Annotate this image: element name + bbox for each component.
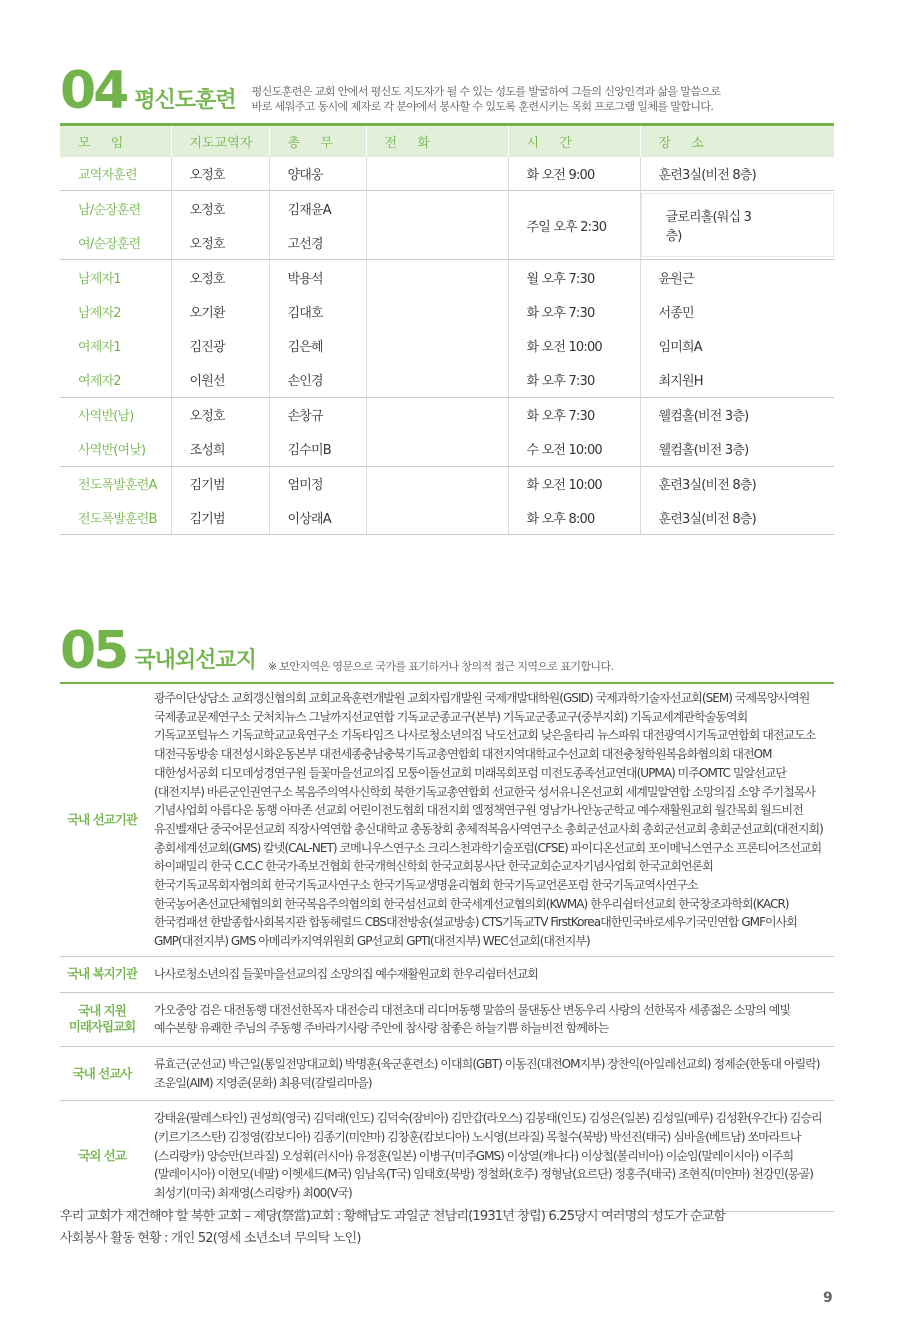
place-text: 글로리홀(워십 3층) <box>641 193 835 257</box>
header-time: 시 간 <box>508 125 640 157</box>
cell-leader: 오정호 <box>171 191 269 225</box>
cell-leader: 오정호 <box>171 397 269 431</box>
cell-manager: 김재윤A <box>269 191 366 225</box>
section-title: 평신도훈련 <box>134 88 236 113</box>
cell-time: 주일 오후 2:30 <box>508 191 640 260</box>
cell-leader: 오정호 <box>171 225 269 259</box>
desc-line-1: 평신도훈련은 교회 안에서 평신도 지도자가 될 수 있는 성도를 발굴하여 그들의 신앙인격과 삶을 말씀으로 <box>251 85 721 98</box>
cell-place: 최지원H <box>640 363 834 397</box>
cell-group: 여/순장훈련 <box>78 236 141 252</box>
table-row <box>60 500 834 534</box>
cell-manager: 고선경 <box>269 225 366 259</box>
cell-group: 전도폭발훈련A <box>60 466 171 500</box>
cell-time: 화 오전 10:00 <box>508 466 640 500</box>
row-label: 국내 선교사 <box>72 1065 132 1081</box>
cell-manager: 양대웅 <box>269 157 366 191</box>
cell-group: 여제자2 <box>78 374 121 390</box>
cell-phone <box>366 260 508 294</box>
cell-place: 웰컴홀(비전 3층) <box>640 397 834 431</box>
row-label: 국내 지원 미래자립교회 <box>68 1003 136 1035</box>
header-manager: 총 무 <box>269 125 366 157</box>
mission-row-welfare <box>60 957 834 993</box>
cell-time: 화 오후 7:30 <box>508 294 640 328</box>
row-text: 류효근(군선교) 박근일(통일전망대교회) 박명훈(육군훈련소) 이대희(GBT) 이동진(대전OM지부) 장찬익(아일레선교회) 정제순(한동대 아릴락) 조운일(AIM) 지영준(문화) 최용덕(갈릴리마을) <box>154 1056 820 1090</box>
cell-manager: 이상래A <box>269 500 366 534</box>
cell-phone <box>366 466 508 500</box>
cell-group: 여제자1 <box>78 340 121 356</box>
table-row <box>60 294 834 328</box>
header-leader: 지도교역자 <box>171 125 269 157</box>
cell-group: 교역자훈련 <box>78 167 137 183</box>
cell-manager: 손창규 <box>269 397 366 431</box>
header-group: 모 임 <box>60 125 171 157</box>
cell-manager: 김은혜 <box>269 328 366 362</box>
mission-row-domestic-orgs <box>60 684 834 957</box>
cell-place: 윤원근 <box>640 260 834 294</box>
section-04-header <box>60 61 721 121</box>
cell-leader: 김기범 <box>171 500 269 534</box>
cell-phone <box>366 328 508 362</box>
cell-time: 화 오전 10:00 <box>508 328 640 362</box>
cell-leader: 오정호 <box>171 157 269 191</box>
cell-group: 사역반(여낮) <box>78 443 146 459</box>
cell-group: 남제자2 <box>78 305 121 321</box>
mission-row-domestic-missionaries <box>60 1047 834 1101</box>
cell-phone <box>366 294 508 328</box>
footer-line-1: 우리 교회가 재건해야 할 북한 교회 – 제당(祭當)교회 : 황해남도 과일군 천남리(1931년 창립) 6.25당시 여러명의 성도가 순교함 <box>60 1209 726 1224</box>
mission-row-supported-churches <box>60 993 834 1047</box>
header-phone: 전 화 <box>366 125 508 157</box>
cell-manager: 박용석 <box>269 260 366 294</box>
cell-place: 서종민 <box>640 294 834 328</box>
table-row <box>60 363 834 397</box>
mission-row-overseas <box>60 1101 834 1212</box>
cell-time: 화 오후 7:30 <box>508 363 640 397</box>
row-text: 가오중앙 검은 대전동행 대전선한목자 대전승리 대전초대 리디머동행 말씀의 물댄동산 변동우리 사랑의 선한목자 세종젊은 소망의 예빛 예수본향 유쾌한 주님의 주동행 주바라기사랑 주안에 참사랑 참좋은 하늘기쁨 하늘비전 함께하는 <box>154 1002 791 1036</box>
cell-leader: 이원선 <box>171 363 269 397</box>
table-row <box>60 157 834 191</box>
table-row <box>60 328 834 362</box>
footer-notes <box>60 1206 725 1250</box>
page-number: 9 <box>823 1290 833 1306</box>
section-title: 국내외선교지 <box>134 648 256 673</box>
cell-group: 전도폭발훈련B <box>60 500 171 534</box>
section-number: 05 <box>60 621 127 681</box>
cell-time: 화 오후 8:00 <box>508 500 640 534</box>
cell-time: 수 오전 10:00 <box>508 432 640 466</box>
cell-leader: 조성희 <box>171 432 269 466</box>
cell-time: 월 오후 7:30 <box>508 260 640 294</box>
table-row <box>60 260 834 294</box>
table-row <box>60 397 834 431</box>
cell-leader: 오정호 <box>171 260 269 294</box>
cell-place: 훈련3실(비전 8층) <box>640 500 834 534</box>
cell-manager: 김대호 <box>269 294 366 328</box>
cell-phone <box>366 432 508 466</box>
table-header-row <box>60 125 834 157</box>
cell-phone <box>366 157 508 191</box>
section-05-header <box>60 621 614 681</box>
cell-leader: 김진광 <box>171 328 269 362</box>
cell-group: 남제자1 <box>60 260 171 294</box>
cell-place: 임미희A <box>640 328 834 362</box>
row-label: 국내 선교기관 <box>67 811 137 827</box>
table-row <box>60 432 834 466</box>
cell-place: 훈련3실(비전 8층) <box>640 466 834 500</box>
cell-phone <box>366 500 508 534</box>
cell-group: 남/순장훈련 <box>60 191 171 225</box>
mission-list <box>60 682 834 1212</box>
table-row <box>60 466 834 500</box>
cell-phone <box>366 397 508 431</box>
section-description <box>252 84 721 114</box>
cell-manager: 손인경 <box>269 363 366 397</box>
row-text: 나사로청소년의집 들꽃마을선교의집 소망의집 예수재활원교회 한우리쉼터선교회 <box>154 966 538 981</box>
header-place: 장 소 <box>640 125 834 157</box>
cell-place: 웰컴홀(비전 3층) <box>640 432 834 466</box>
row-text: 강태윤(팔레스타인) 권성희(영국) 김덕래(인도) 김덕숙(잠비아) 김만갑(라오스) 김봉태(인도) 김성은(일본) 김성일(페루) 김성환(우간다) 김승리(키르기즈스탄) 김정영(캄보디아) 김종기(미얀마) 김창훈(캄보디아) 노시영(브라질) 목철수(북방) 박선진(태국) 심바울(베트남) 쏘마라트나(스리랑카) 양승만(브라질) 오성휘(러시아) 유정훈(일본) 이병구(미주GMS) 이상열(캐나다) 이상철(볼리비아) 이순임(말레이시아) 이주희(말레이시아) 이현모(네팔) 이헷세드(M국) 임남옥(T국) 임태호(북방) 정철화(호주) 정형남(요르단) 정홍주(태국) 조현직(미얀마) 천강민(몽골) 최성기(미국) 최재영(스리랑카) 최00(V국) <box>154 1111 822 1201</box>
desc-line-2: 바로 세워주고 동시에 제자로 각 분야에서 봉사할 수 있도록 훈련시키는 목회 프로그램 일체를 말합니다. <box>251 100 714 113</box>
training-schedule-table <box>60 123 834 535</box>
cell-manager: 김수미B <box>269 432 366 466</box>
cell-leader: 김기범 <box>171 466 269 500</box>
row-text: 광주이단상담소 교회갱신협의회 교회교육훈련개발원 교회자립개발원 국제개발대학원(GSID) 국제과학기술자선교회(SEM) 국제목양사역원 국제종교문제연구소 굿처치뉴스 그날까지선교연합 기독교군종교구(본부) 기독교군종교구(중부지회) 기독교세계관학술동역회 기독교포털뉴스 기독교학교교육연구소 기독타임즈 나사로청소년의집 낙도선교회 낮은울타리 뉴스파워 대전광역시기독교연합회 대전교도소 대전극동방송 대전성시화운동본부 대전세종충남충북기독교총연합회 대전지역대학교수선교회 대전충청학원복음화협의회 대전OM 대한성서공회 디모데성경연구원 들꽃마을선교의집 모퉁이돌선교회 미래목회포럼 미전도종족선교연대(UPMA) 미주OMTC 밀알선교단(대전지부) 바른군인권연구소 복음주의역사신학회 북한기독교총연합회 선교한국 성서유니온선교회 세계밀알연합 소망의집 소양 주기철목사 기념사업회 아름다운 동행 아마존 선교회 어린이전도협회 대전지회 엘정책연구원 영남가나안농군학교 예수재활원교회 월간목회 월드비전 유진벨재단 중국어문선교회 직장사역연합 총신대학교 총동창회 총체적복음사역연구소 총회군선교사회 총회군선교회 총회군선교회(대전지회) 총회세계선교회(GMS) 칼넷(CAL-NET) 코메니우스연구소 크리스천과학기술포럼(CFSE) 파이디온선교회 포이메닉스연구소 프론티어즈선교회 하이패밀리 한국 C.C.C 한국가족보건협회 한국개혁신학회 한국교회봉사단 한국교회순교자기념사업회 한국교회언론회 한국기독교목회자협의회 한국기독교사연구소 한국기독교생명윤리협회 한국기독교언론포럼 한국기독교역사연구소 한국농어촌선교단체협의회 한국복음주의협의회 한국섬선교회 한국세계선교협의회(KWMA) 한우리쉼터선교회 한국창조과학회(KACR) 한국컴패션 한밭종합사회복지관 합동헤럴드 CBS대전방송(설교방송) CTS기독교TV FirstKorea대한민국바로세우기국민연합 GMF이사회 GMP(대전지부) GMS 아메리카지역위원회 GP선교회 GPTI(대전지부) WEC선교회(대전지부) <box>154 691 823 949</box>
table-row <box>60 191 834 225</box>
footer-line-2: 사회봉사 활동 현황 : 개인 52(영세 소년소녀 무의탁 노인) <box>60 1231 361 1246</box>
cell-group: 사역반(남) <box>60 397 171 431</box>
section-note: ※ 보안지역은 영문으로 국가를 표기하거나 창의적 접근 지역으로 표기합니다. <box>267 660 614 673</box>
cell-manager: 엄미정 <box>269 466 366 500</box>
row-label: 국외 선교 <box>78 1148 126 1164</box>
section-number: 04 <box>60 61 127 121</box>
cell-time: 화 오후 7:30 <box>508 397 640 431</box>
cell-time: 화 오전 9:00 <box>508 157 640 191</box>
cell-place: 훈련3실(비전 8층) <box>640 157 834 191</box>
cell-leader: 오기환 <box>171 294 269 328</box>
cell-phone <box>366 191 508 260</box>
row-label: 국내 복지기관 <box>67 966 137 982</box>
cell-phone <box>366 363 508 397</box>
cell-place <box>640 191 834 260</box>
